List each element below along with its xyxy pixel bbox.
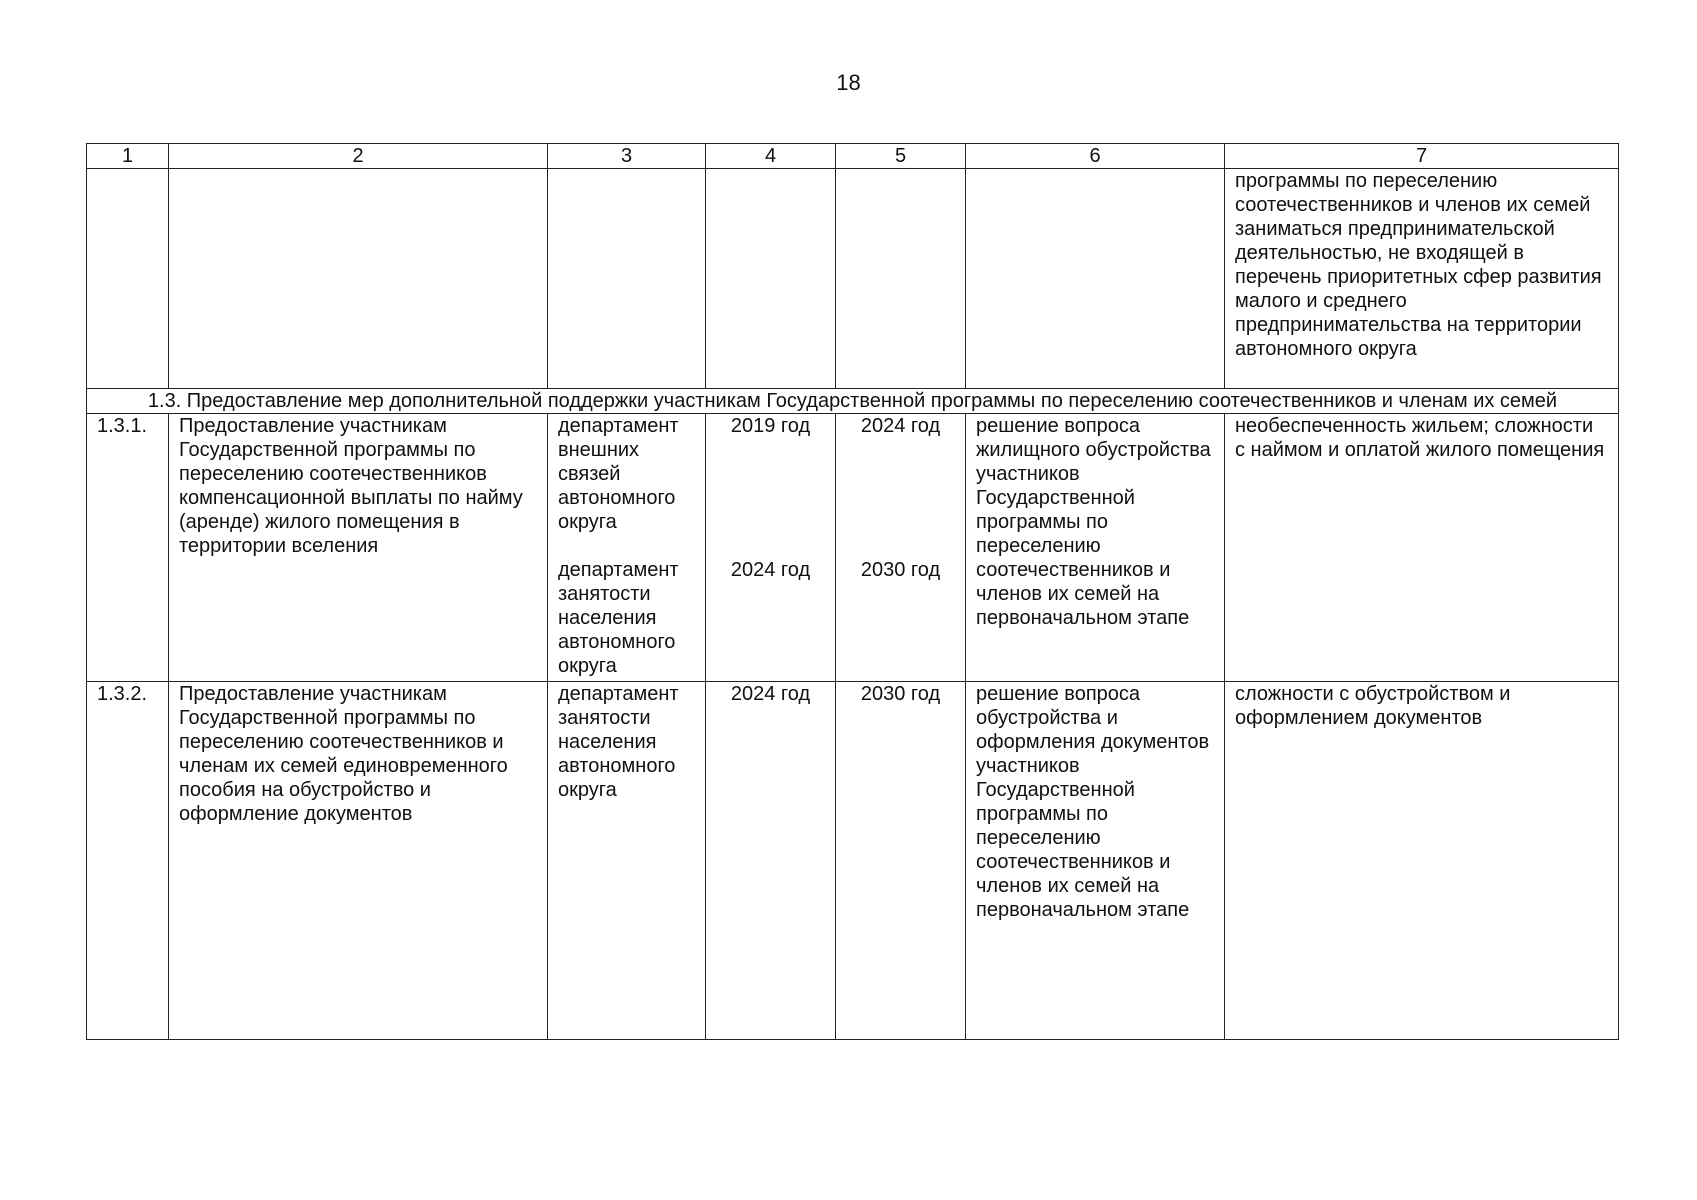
row-number: 1.3.2. — [87, 682, 169, 1040]
problems: необеспеченность жильем; сложности с наймом и оплатой жилого помещения — [1225, 414, 1619, 682]
section-row — [87, 389, 1619, 414]
expected-result: решение вопроса жилищного обустройства участников Государственной программы по переселению соотечественников и членов их семей на первоначальном этапе — [966, 414, 1225, 682]
executor-1: департамент внешних связей автономного округа — [558, 415, 679, 533]
row-number: 1.3.1. — [87, 414, 169, 682]
spacer — [716, 438, 825, 558]
empty-cell — [836, 169, 966, 389]
header-cell-2: 2 — [169, 144, 548, 169]
header-cell-3: 3 — [548, 144, 706, 169]
expected-result: решение вопроса обустройства и оформления документов участников Государственной программы по переселению соотечественников и членов их семей на первоначальном этапе — [966, 682, 1225, 1040]
end-year-2: 2030 год — [860, 559, 941, 581]
start-year-1: 2024 год — [706, 682, 836, 1040]
header-cell-6: 6 — [966, 144, 1225, 169]
section-title: 1.3. Предоставление мер дополнительной поддержки участникам Государственной программы по переселению соотечественников и членам их семей — [87, 389, 1619, 414]
measure-name: Предоставление участникам Государственной программы по переселению соотечественников и членам их семей единовременного пособия на обустройство и оформление документов — [169, 682, 548, 1040]
header-row — [87, 144, 1619, 169]
start-cell — [706, 414, 836, 682]
executor-2: департамент занятости населения автономного округа — [558, 559, 679, 677]
end-year-1: 2030 год — [836, 682, 966, 1040]
spacer — [846, 438, 955, 558]
empty-cell — [548, 169, 706, 389]
continuation-text: программы по переселению соотечественников и членов их семей заниматься предпринимательской деятельностью, не входящей в перечень приоритетных сфер развития малого и среднего предпринимательства на территории автономного округа — [1225, 169, 1619, 389]
program-measures-table — [86, 143, 1619, 1040]
start-year-2: 2024 год — [730, 559, 811, 581]
start-year-1: 2019 год — [730, 415, 811, 437]
empty-cell — [87, 169, 169, 389]
executor-cell — [548, 414, 706, 682]
empty-cell — [169, 169, 548, 389]
header-cell-5: 5 — [836, 144, 966, 169]
header-cell-7: 7 — [1225, 144, 1619, 169]
empty-cell — [966, 169, 1225, 389]
end-year-1: 2024 год — [860, 415, 941, 437]
spacer — [558, 534, 695, 558]
table-row — [87, 414, 1619, 682]
measure-name: Предоставление участникам Государственной программы по переселению соотечественников компенсационной выплаты по найму (аренде) жилого помещения в территории вселения — [169, 414, 548, 682]
end-cell — [836, 414, 966, 682]
page-number: 18 — [836, 70, 861, 95]
table-row — [87, 682, 1619, 1040]
executor-1: департамент занятости населения автономного округа — [548, 682, 706, 1040]
header-cell-4: 4 — [706, 144, 836, 169]
header-cell-1: 1 — [87, 144, 169, 169]
problems: сложности с обустройством и оформлением документов — [1225, 682, 1619, 1040]
continuation-row — [87, 169, 1619, 389]
empty-cell — [706, 169, 836, 389]
